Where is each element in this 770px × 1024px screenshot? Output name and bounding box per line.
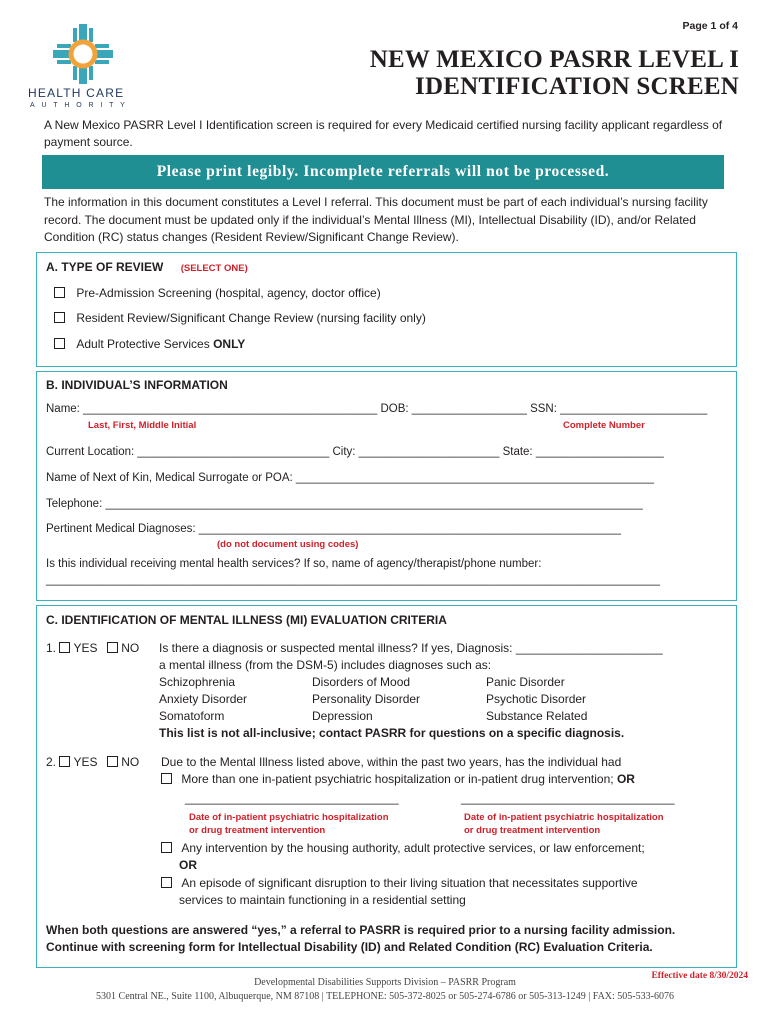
q1-no-checkbox[interactable]	[107, 642, 118, 653]
date-hint-line-2: or drug treatment intervention	[464, 825, 601, 836]
option-label: Pre-Admission Screening (hospital, agency, doctor office)	[76, 286, 381, 300]
telephone-field[interactable]: Telephone: ____________________________________________________________________________________	[46, 498, 643, 510]
logo	[28, 24, 138, 114]
checkbox[interactable]	[161, 773, 172, 784]
title-line-2: IDENTIFICATION SCREEN	[415, 73, 739, 100]
option-label-cont: services to maintain functioning in a residential setting	[179, 893, 466, 907]
section-individual-info	[36, 371, 737, 601]
dx-item: Psychotic Disorder	[486, 692, 587, 706]
q2-question: Due to the Mental Illness listed above, within the past two years, has the individual had	[161, 755, 622, 769]
q2-number: 2.	[46, 755, 57, 769]
q1-subtext: a mental illness (from the DSM-5) includes diagnoses such as:	[159, 658, 492, 672]
yes-label: YES	[73, 641, 98, 655]
dx-item: Somatoform	[159, 709, 225, 723]
page-number: Page 1 of 4	[682, 20, 738, 32]
mental-health-question: Is this individual receiving mental health services? If so, name of agency/therapist/phone number:	[46, 558, 542, 570]
option-label: Resident Review/Significant Change Review (nursing facility only)	[76, 311, 426, 325]
dx-item: Schizophrenia	[159, 675, 236, 689]
page-title	[370, 46, 739, 100]
option-label: More than one in-patient psychiatric hospitalization or in-patient drug intervention;	[181, 772, 617, 786]
date-field-2[interactable]: ________________________________	[461, 791, 675, 805]
dx-item: Disorders of Mood	[312, 675, 411, 689]
checkbox[interactable]	[54, 312, 65, 323]
dx-item: Personality Disorder	[312, 692, 421, 706]
section-a-heading: A. TYPE OF REVIEW	[46, 260, 164, 274]
logo-subtitle: AUTHORITY	[30, 102, 132, 109]
section-a-title	[46, 260, 248, 274]
q1-note: This list is not all-inclusive; contact PASRR for questions on a specific diagnosis.	[159, 726, 625, 740]
dx-item: Panic Disorder	[486, 675, 565, 689]
ssn-hint: Complete Number	[563, 420, 645, 431]
section-mi-criteria	[36, 605, 737, 968]
checkbox[interactable]	[54, 287, 65, 298]
name-hint: Last, First, Middle Initial	[88, 420, 197, 431]
location-fields[interactable]: Current Location: ______________________________ City: ______________________ State: ____________________	[46, 446, 664, 458]
effective-date: Effective date 8/30/2024	[651, 971, 748, 981]
mental-health-field[interactable]: ________________________________________________________________________________________________	[46, 574, 660, 586]
diagnoses-hint: (do not document using codes)	[217, 539, 359, 550]
select-one-hint: (SELECT ONE)	[180, 263, 248, 274]
zia-sun-logo-icon	[52, 24, 114, 84]
option-resident-review[interactable]	[54, 311, 426, 325]
or-label: OR	[616, 772, 635, 786]
option-label: Adult Protective Services	[76, 337, 214, 351]
date-hint-line-1: Date of in-patient psychiatric hospitalization	[189, 812, 389, 823]
q2-no-checkbox[interactable]	[107, 756, 118, 767]
q2-yes-checkbox[interactable]	[59, 756, 70, 767]
date-field-1[interactable]: ________________________________	[185, 791, 399, 805]
date-hint-1	[189, 811, 389, 837]
section-c-title: C. IDENTIFICATION OF MENTAL ILLNESS (MI) EVALUATION CRITERIA	[46, 613, 447, 627]
option-label: An episode of significant disruption to their living situation that necessitates supportive	[181, 876, 638, 890]
q2-option-intervention[interactable]	[161, 841, 645, 855]
q2-option-hospitalization[interactable]	[161, 772, 635, 786]
info-paragraph: The information in this document constitutes a Level I referral. This document must be part of each individual’s nursing facility record. The document must be updated only if the individual’s Mental Illness (MI), Intellectual Disability (ID), and/or Related Condition (RC) status changes (Resident Review/Significant Change Review).	[44, 195, 708, 244]
footer-address: 5301 Central NE., Suite 1100, Albuquerque, NM 87108 | TELEPHONE: 505-372-8025 or 505-274-6786 or 505-313-1249 | FAX: 505-533-6076	[96, 991, 674, 1002]
name-dob-ssn-fields[interactable]: Name: ______________________________________________ DOB: __________________ SSN: _______________________	[46, 403, 708, 415]
logo-name: HEALTH CARE	[28, 86, 125, 100]
footer-division: Developmental Disabilities Supports Division – PASRR Program	[254, 977, 516, 988]
option-label: Any intervention by the housing authority, adult protective services, or law enforcement;	[181, 841, 645, 855]
yes-label: YES	[73, 755, 98, 769]
checkbox[interactable]	[161, 877, 172, 888]
closing-line-2: Continue with screening form for Intellectual Disability (ID) and Related Condition (RC) Evaluation Criteria.	[46, 940, 653, 954]
no-label: NO	[121, 755, 140, 769]
date-hint-line-2: or drug treatment intervention	[189, 825, 326, 836]
diagnoses-field[interactable]: Pertinent Medical Diagnoses: __________________________________________________________________	[46, 523, 621, 535]
date-hint-2	[464, 811, 664, 837]
no-label: NO	[121, 641, 140, 655]
title-line-1: NEW MEXICO PASRR LEVEL I	[369, 46, 739, 73]
section-b-title: B. INDIVIDUAL’S INFORMATION	[46, 378, 228, 392]
dx-item: Depression	[312, 709, 373, 723]
checkbox[interactable]	[161, 842, 172, 853]
next-of-kin-field[interactable]: Name of Next of Kin, Medical Surrogate or POA: ________________________________________________________	[46, 472, 655, 484]
date-hint-line-1: Date of in-patient psychiatric hospitalization	[464, 812, 664, 823]
intro-text: A New Mexico PASRR Level I Identification screen is required for every Medicaid certified nursing facility applicant regardless of payment source.	[44, 118, 723, 149]
section-type-of-review	[36, 252, 737, 367]
q2-option-disruption[interactable]	[161, 876, 638, 890]
option-adult-protective[interactable]	[54, 337, 245, 351]
closing-line-1: When both questions are answered “yes,” a referral to PASRR is required prior to a nursing facility admission.	[46, 923, 676, 937]
option-label-bold: ONLY	[213, 337, 246, 351]
q1-question[interactable]: Is there a diagnosis or suspected mental illness? If yes, Diagnosis: ______________________	[159, 641, 663, 655]
dx-item: Anxiety Disorder	[159, 692, 248, 706]
option-pre-admission[interactable]	[54, 286, 381, 300]
or-label: OR	[179, 858, 197, 872]
notice-banner: Please print legibly. Incomplete referrals will not be processed.	[42, 155, 724, 189]
q1-number: 1.	[46, 641, 57, 655]
dx-item: Substance Related	[486, 709, 588, 723]
checkbox[interactable]	[54, 338, 65, 349]
q2-answer	[46, 755, 139, 769]
q1-answer	[46, 641, 139, 655]
q1-yes-checkbox[interactable]	[59, 642, 70, 653]
